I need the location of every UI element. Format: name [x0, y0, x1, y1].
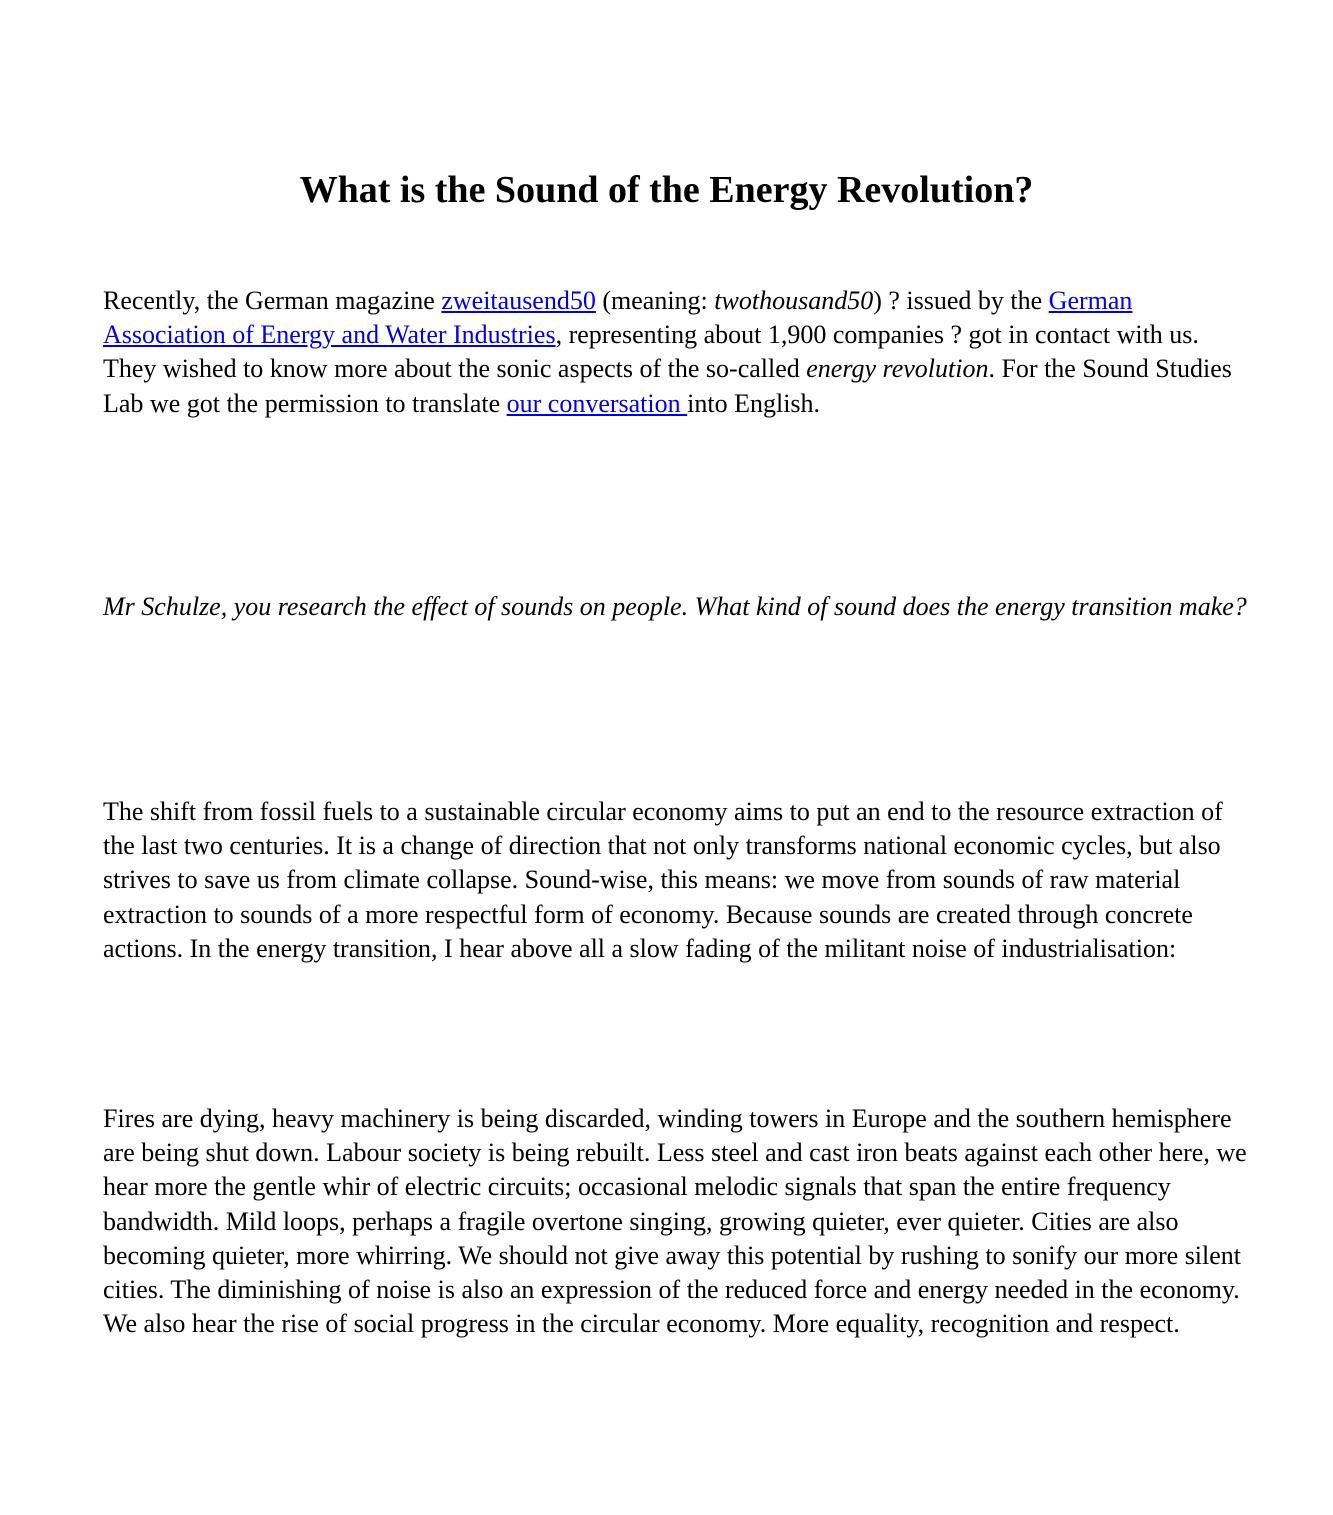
- intro-emphasis-2: energy revolution: [806, 354, 989, 384]
- intro-text-1: Recently, the German magazine: [103, 286, 442, 315]
- intro-text-3: ) ? issued by the: [873, 286, 1049, 315]
- intro-text-2: (meaning:: [595, 286, 715, 315]
- intro-text-5: . For the Sound Studies Lab we got the permission to translate: [103, 354, 1232, 418]
- intro-emphasis-1: twothousand50: [714, 286, 874, 315]
- answer-paragraph-1: The shift from fossil fuels to a sustainable circular economy aims to put an end to the resource extraction of the last two centuries. It is a change of direction that not only transforms national economic cycles, but also strives to save us from climate collapse. Sound-wise, this means: we move from sounds of raw material extraction to sounds of a more respectful form of economy. Because sounds are created through concrete actions. In the energy transition, I hear above all a slow fading of the militant noise of industrialisation:: [103, 797, 1223, 963]
- german-association-link[interactable]: German Association of Energy and Water Industries: [103, 286, 1133, 350]
- our-conversation-link[interactable]: our conversation: [506, 388, 688, 418]
- page-title: What is the Sound of the Energy Revolution?: [299, 169, 1034, 211]
- intro-text-6: into English.: [687, 388, 821, 418]
- intro-paragraph: [103, 284, 1253, 421]
- interview-question: Mr Schulze, you research the effect of sounds on people. What kind of sound does the energy transition make?: [103, 592, 1247, 621]
- zweitausend50-link[interactable]: zweitausend50: [441, 286, 596, 315]
- answer-paragraph-2: Fires are dying, heavy machinery is being discarded, winding towers in Europe and the southern hemisphere are being shut down. Labour society is being rebuilt. Less steel and cast iron beats against each other here, we hear more the gentle whir of electric circuits; occasional melodic signals that span the entire frequency bandwidth. Mild loops, perhaps a fragile overtone singing, growing quieter, ever quieter. Cities are also becoming quieter, more whirring. We should not give away this potential by rushing to sonify our more silent cities. The diminishing of noise is also an expression of the reduced force and energy needed in the economy. We also hear the rise of social progress in the circular economy. More equality, recognition and respect.: [103, 1104, 1247, 1339]
- intro-text-4: , representing about 1,900 companies ? got in contact with us. They wished to know more about the sonic aspects of the so-called: [103, 320, 1199, 384]
